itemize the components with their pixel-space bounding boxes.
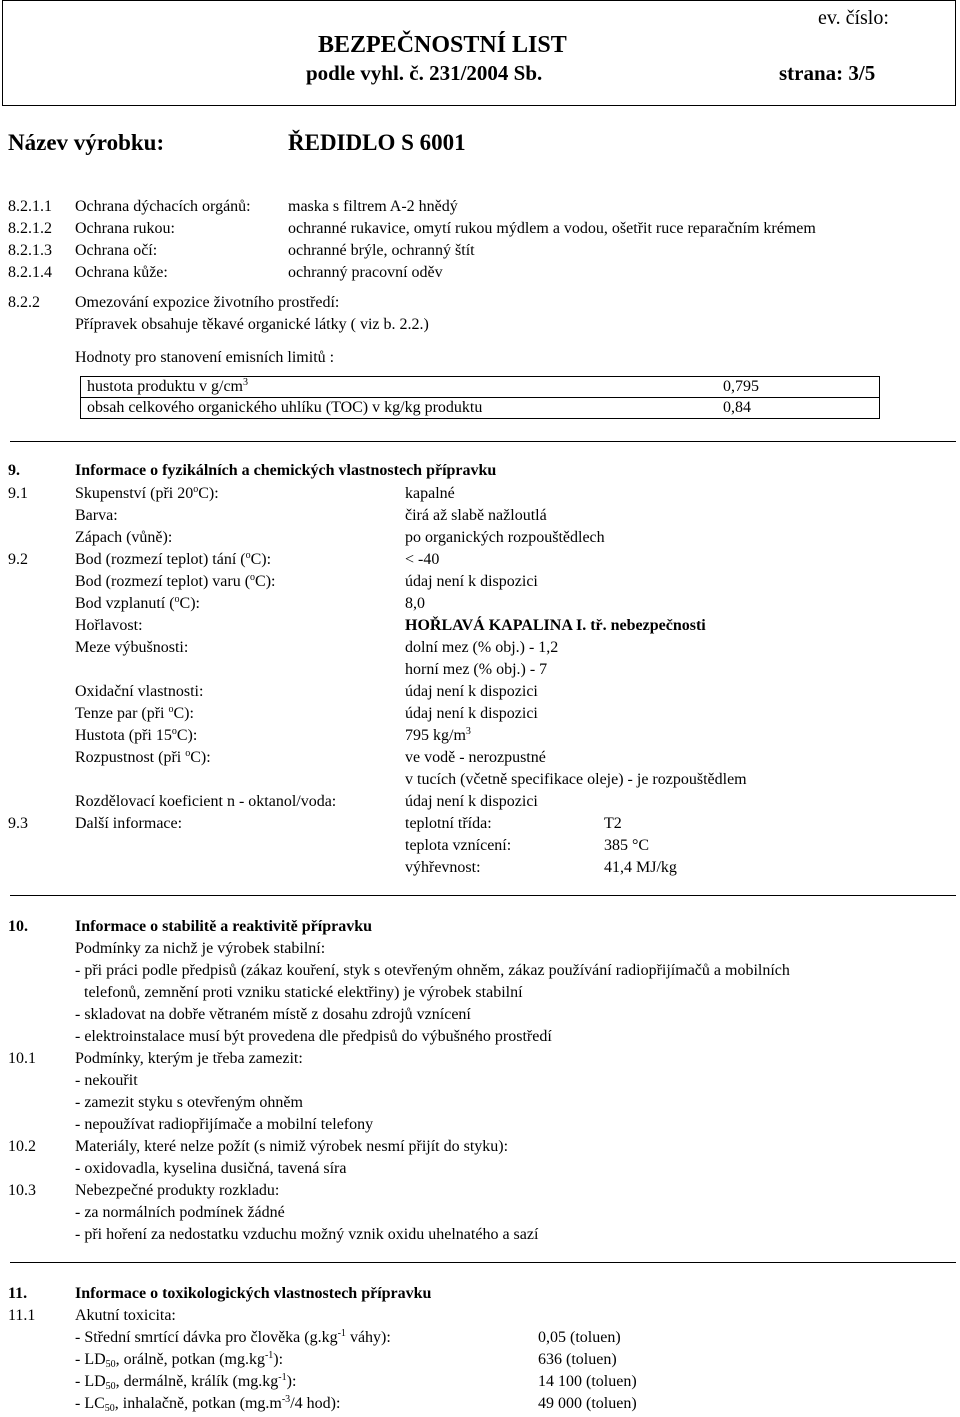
- text-line: - elektroinstalace musí být provedena dle předpisů do výbušného prostředí: [75, 1028, 552, 1045]
- item-value: ochranné brýle, ochranný štít: [288, 242, 475, 259]
- toxicity-label: - Střední smrtící dávka pro člověka ($g.kg^{-1}$ váhy):: [75, 1328, 391, 1346]
- item-number: 10.1: [8, 1050, 36, 1067]
- ev-cislo: ev. číslo:: [818, 7, 889, 29]
- item-label: Rozdělovací koeficient n - oktanol/voda:: [75, 793, 337, 810]
- item-value: údaj není k dispozici: [405, 573, 538, 590]
- toxicity-value: 636 (toluen): [538, 1351, 617, 1368]
- table-cell: 0,795: [717, 377, 880, 398]
- item-note: Přípravek obsahuje těkavé organické látky ( viz b. 2.2.): [75, 316, 429, 333]
- section-number: 11.: [8, 1285, 28, 1302]
- item-value: < -40: [405, 551, 440, 568]
- text-line: - při práci podle předpisů (zákaz kouření, styk s otevřeným ohněm, zákaz používání radiopřijímačů a mobilních: [75, 962, 790, 979]
- item-number: 9.1: [8, 485, 28, 502]
- item-label: Hořlavost:: [75, 617, 143, 634]
- item-number: 10.3: [8, 1182, 36, 1199]
- document-subtitle: podle vyhl. č. 231/2004 Sb.: [306, 61, 543, 85]
- item-value: čirá až slabě nažloutlá: [405, 507, 547, 524]
- item-value: v tucích (včetně specifikace oleje) - je rozpouštědlem: [405, 771, 747, 788]
- toxicity-label: - $LD_{50}$, dermálně, králík $(mg.kg^{-1})$:: [75, 1372, 297, 1392]
- item-number: 8.2.2: [8, 294, 40, 311]
- text-line: telefonů, zemnění proti vzniku statické elektřiny) je výrobek stabilní: [84, 984, 523, 1001]
- item-value: 41,4 MJ/kg: [604, 859, 677, 876]
- item-value: 795 $kg/m^3$: [405, 726, 471, 744]
- document-title: BEZPEČNOSTNÍ LIST: [318, 32, 567, 58]
- emission-limits-table: [80, 376, 880, 419]
- divider: [10, 1262, 956, 1263]
- table-row: [81, 398, 880, 419]
- toxicity-label: - $LD_{50}$, orálně, potkan $(mg.kg^{-1})$:: [75, 1350, 284, 1370]
- item-value: ochranný pracovní oděv: [288, 264, 443, 281]
- table-cell: hustota produktu v $g/cm^3$: [81, 377, 718, 398]
- item-label: Bod vzplanutí ($^o$C):: [75, 594, 200, 612]
- section-title: Informace o fyzikálních a chemických vlastnostech přípravku: [75, 462, 497, 479]
- item-number: 8.2.1.4: [8, 264, 52, 281]
- divider: [10, 895, 956, 896]
- item-value: maska s filtrem A-2 hnědý: [288, 198, 458, 215]
- item-label: Zápach (vůně):: [75, 529, 173, 546]
- table-cell: obsah celkového organického uhlíku (TOC) v kg/kg produktu: [81, 398, 718, 419]
- item-value: údaj není k dispozici: [405, 793, 538, 810]
- item-value: HOŘLAVÁ KAPALINA I. tř. nebezpečnosti: [405, 617, 706, 634]
- item-label: výhřevnost:: [405, 859, 481, 876]
- item-number: 9.2: [8, 551, 28, 568]
- divider: [10, 441, 956, 442]
- section-number: 10.: [8, 918, 28, 935]
- item-value: údaj není k dispozici: [405, 705, 538, 722]
- item-value: údaj není k dispozici: [405, 683, 538, 700]
- item-label: Akutní toxicita:: [75, 1307, 176, 1324]
- item-label: Rozpustnost (při $^o$C):: [75, 748, 211, 766]
- text-line: Podmínky za nichž je výrobek stabilní:: [75, 940, 326, 957]
- text-line: - nekouřit: [75, 1072, 138, 1089]
- item-label: Materiály, které nelze požít (s nimiž výrobek nesmí přijít do styku):: [75, 1138, 509, 1155]
- item-value: T2: [604, 815, 622, 832]
- item-label: Bod (rozmezí teplot) tání ($^o$C):: [75, 550, 272, 568]
- limits-title: Hodnoty pro stanovení emisních limitů :: [75, 349, 335, 366]
- item-label: teplota vznícení:: [405, 837, 512, 854]
- item-number: 10.2: [8, 1138, 36, 1155]
- product-name-label: Název výrobku:: [8, 130, 165, 155]
- toxicity-label: - $LC_{50}$, inhalačně, potkan ($mg.m^{-3}/4$ hod):: [75, 1394, 341, 1414]
- page-number: strana: 3/5: [779, 61, 876, 85]
- item-label: Hustota (při 15$^o$C):: [75, 726, 198, 744]
- text-line: - skladovat na dobře větraném místě z dosahu zdrojů vznícení: [75, 1006, 471, 1023]
- text-line: - za normálních podmínek žádné: [75, 1204, 285, 1221]
- text-line: - zamezit styku s otevřeným ohněm: [75, 1094, 303, 1111]
- toxicity-value: 49 000 (toluen): [538, 1395, 637, 1412]
- item-value: po organických rozpouštědlech: [405, 529, 605, 546]
- item-label: Další informace:: [75, 815, 183, 832]
- item-label: Ochrana očí:: [75, 242, 158, 259]
- item-number: 11.1: [8, 1307, 36, 1324]
- item-label: Ochrana rukou:: [75, 220, 175, 237]
- item-label: Ochrana dýchacích orgánů:: [75, 198, 251, 215]
- item-value: ve vodě - nerozpustné: [405, 749, 546, 766]
- item-value: ochranné rukavice, omytí rukou mýdlem a vodou, ošetřit ruce reparačním krémem: [288, 220, 816, 237]
- item-value: kapalné: [405, 485, 455, 502]
- item-number: 8.2.1.1: [8, 198, 52, 215]
- item-value: 8,0: [405, 595, 425, 612]
- item-number: 8.2.1.3: [8, 242, 52, 259]
- item-label: Nebezpečné produkty rozkladu:: [75, 1182, 280, 1199]
- table-row: [81, 377, 880, 398]
- section-title: Informace o stabilitě a reaktivitě přípravku: [75, 918, 373, 935]
- item-label: Tenze par (při $^o$C):: [75, 704, 194, 722]
- table-cell: 0,84: [717, 398, 880, 419]
- text-line: - nepoužívat radiopřijímače a mobilní telefony: [75, 1116, 374, 1133]
- item-value: dolní mez (% obj.) - 1,2: [405, 639, 559, 656]
- item-label: Barva:: [75, 507, 118, 524]
- toxicity-value: 0,05 (toluen): [538, 1329, 621, 1346]
- item-value: 385 °C: [604, 837, 650, 854]
- item-number: 8.2.1.2: [8, 220, 52, 237]
- text-line: - při hoření za nedostatku vzduchu možný vznik oxidu uhelnatého a sazí: [75, 1226, 539, 1243]
- item-label: teplotní třída:: [405, 815, 492, 832]
- section-title: Informace o toxikologických vlastnostech přípravku: [75, 1285, 432, 1302]
- item-number: 9.3: [8, 815, 28, 832]
- item-label: Oxidační vlastnosti:: [75, 683, 204, 700]
- item-label: Meze výbušnosti:: [75, 639, 189, 656]
- text-line: - oxidovadla, kyselina dusičná, tavená síra: [75, 1160, 347, 1177]
- item-value: horní mez (% obj.) - 7: [405, 661, 548, 678]
- item-label: Podmínky, kterým je třeba zamezit:: [75, 1050, 303, 1067]
- product-name: ŘEDIDLO S 6001: [288, 130, 466, 155]
- item-label: Skupenství (při 20$^o$C):: [75, 484, 219, 502]
- item-label: Bod (rozmezí teplot) varu ($^o$C):: [75, 572, 276, 590]
- item-label: Ochrana kůže:: [75, 264, 168, 281]
- toxicity-value: 14 100 (toluen): [538, 1373, 637, 1390]
- item-label: Omezování expozice životního prostředí:: [75, 294, 340, 311]
- section-number: 9.: [8, 462, 20, 479]
